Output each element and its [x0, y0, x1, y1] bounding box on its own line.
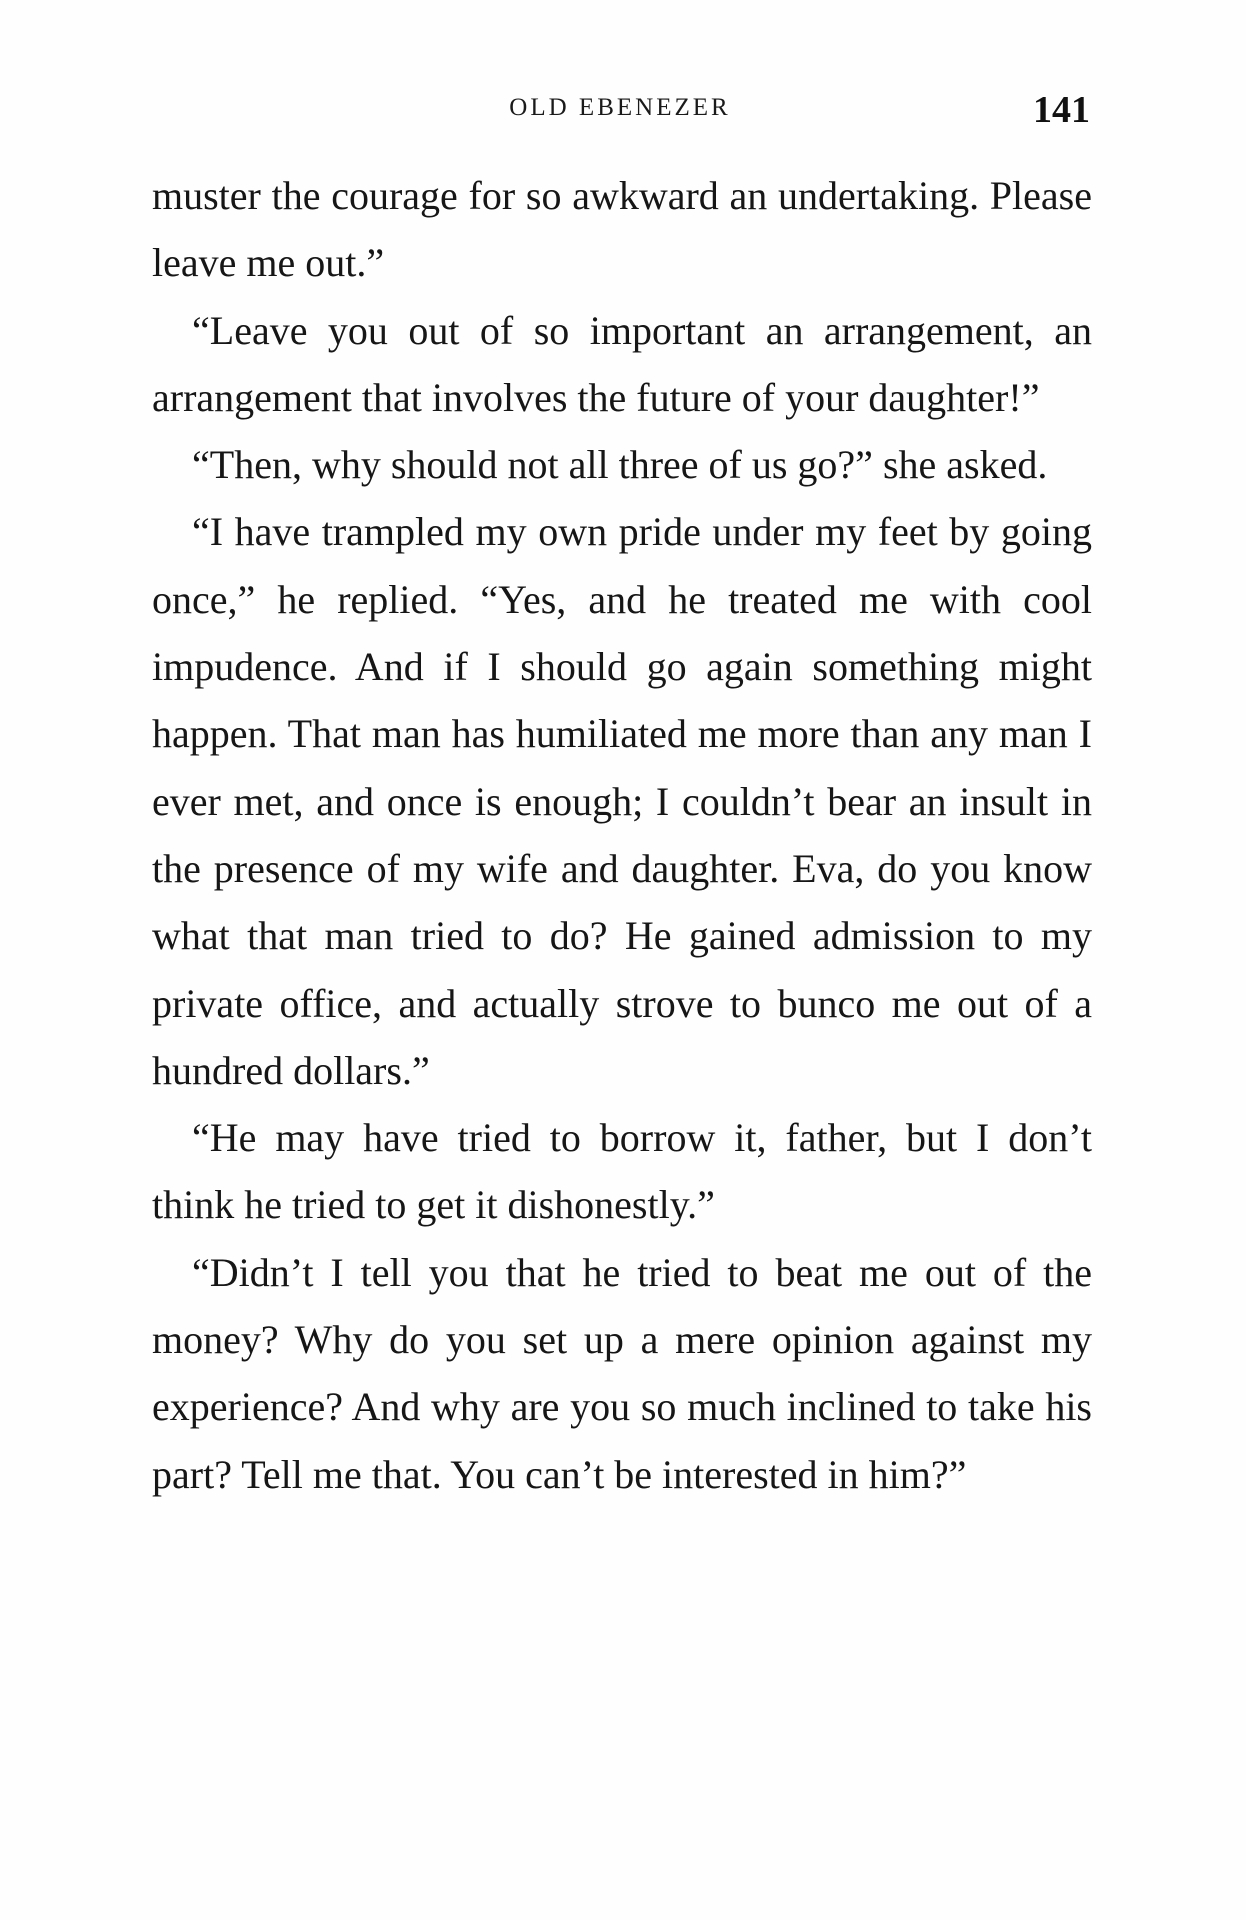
- paragraph: “He may have tried to borrow it, father, but I don’t think he tried to get it dishonestly.”: [152, 1115, 1092, 1228]
- running-head: [150, 88, 1090, 131]
- paragraph: “Leave you out of so important an arrangement, an arrangement that involves the future of your daughter!”: [152, 307, 1092, 420]
- paragraph: “Then, why should not all three of us go?” she asked.: [192, 442, 1048, 488]
- body-text: [152, 162, 1092, 1508]
- paragraph: “Didn’t I tell you that he tried to beat me out of the money? Why do you set up a mere opinion against my experience? And why are you so much inclined to take his part? Tell me that. You can’t be interested in him?”: [152, 1249, 1092, 1497]
- page-number: 141: [1033, 89, 1090, 131]
- paragraph: “I have trampled my own pride under my feet by going once,” he replied. “Yes, and he treated me with cool impudence. And if I should go again something might happen. That man has humiliated me more than any man I ever met, and once is enough; I couldn’t bear an insult in the presence of my wife and daughter. Eva, do you know what that man tried to do? He gained admission to my private office, and actually strove to bunco me out of a hundred dollars.”: [152, 509, 1092, 1093]
- paragraph-continuation: muster the courage for so awkward an undertaking. Please leave me out.”: [152, 173, 1092, 286]
- running-title: OLD EBENEZER: [509, 94, 731, 121]
